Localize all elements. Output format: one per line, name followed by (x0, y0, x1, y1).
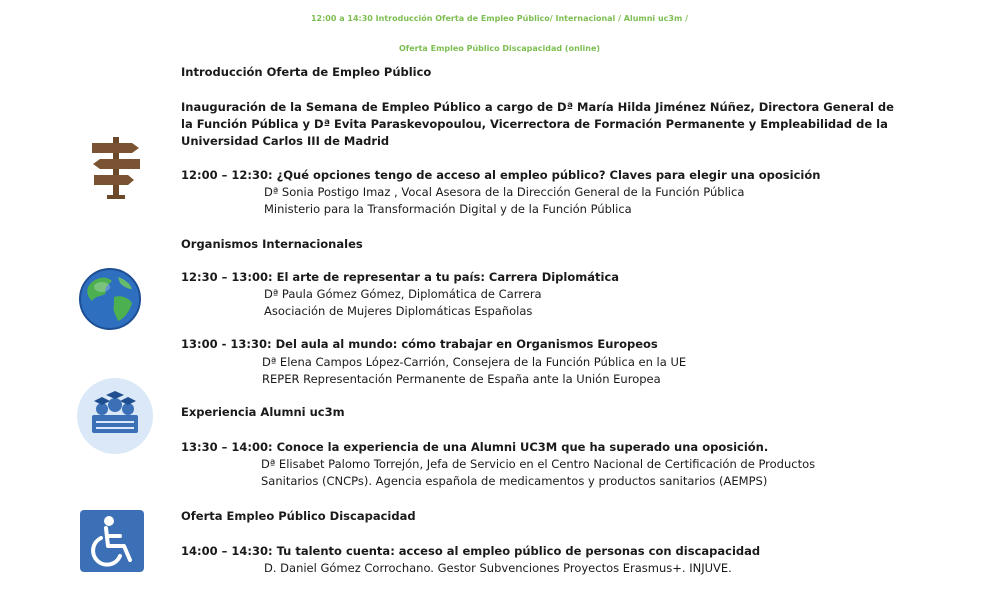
inauguration-line-1: Inauguración de la Semana de Empleo Público a cargo de Dª María Hilda Jiménez Núñez, Directora General de (181, 100, 894, 114)
talk-title-text: ¿Qué opciones tengo de acceso al empleo público? Claves para elegir una oposición (272, 168, 821, 182)
talk-title (181, 167, 820, 184)
wheelchair-icon (80, 510, 144, 572)
speaker-line: Dª Paula Gómez Gómez, Diplomática de Carrera (264, 287, 542, 301)
speaker-line: Dª Elisabet Palomo Torrejón, Jefa de Servicio en el Centro Nacional de Certificación de Productos (261, 457, 816, 471)
talk-title-text: Tu talento cuenta: acceso al empleo público de personas con discapacidad (272, 544, 761, 558)
inauguration-line-2: la Función Pública y Dª Evita Paraskevopoulou, Vicerrectora de Formación Permanente y Empleabilidad de la (181, 117, 888, 131)
talk-title-text: Del aula al mundo: cómo trabajar en Organismos Europeos (271, 337, 658, 351)
section-heading-alumni: Experiencia Alumni uc3m (181, 405, 345, 419)
section-heading-intro: Introducción Oferta de Empleo Público (181, 65, 432, 79)
signpost-icon (88, 135, 144, 201)
talk-time: 12:00 – 12:30: (181, 168, 273, 182)
title-line-2: Oferta Empleo Público Discapacidad (online) (398, 44, 601, 53)
page-title (0, 4, 999, 64)
speaker-line: D. Daniel Gómez Corrochano. Gestor Subvenciones Proyectos Erasmus+. INJUVE. (264, 561, 732, 575)
talk-title-text: Conoce la experiencia de una Alumni UC3M que ha superado una oposición. (272, 440, 769, 454)
talk-title-text: El arte de representar a tu país: Carrera Diplomática (272, 270, 620, 284)
section-heading-international: Organismos Internacionales (181, 237, 363, 251)
talk-title (181, 543, 760, 560)
speaker-line: Sanitarios (CNCPs). Agencia española de medicamentos y productos sanitarios (AEMPS) (261, 474, 768, 488)
talk-title (181, 336, 658, 353)
graduates-icon (76, 377, 154, 455)
section-heading-disability: Oferta Empleo Público Discapacidad (181, 509, 416, 523)
speaker-line: REPER Representación Permanente de España ante la Unión Europea (262, 372, 661, 386)
speaker-line: Ministerio para la Transformación Digital y de la Función Pública (264, 202, 632, 216)
talk-time: 13:00 - 13:30: (181, 337, 272, 351)
speaker-line: Dª Sonia Postigo Imaz , Vocal Asesora de la Dirección General de la Función Pública (264, 185, 745, 199)
talk-title (181, 269, 619, 286)
speaker-line: Dª Elena Campos López-Carrión, Consejera de la Función Pública en la UE (262, 355, 687, 369)
talk-time: 12:30 – 13:00: (181, 270, 273, 284)
talk-title (181, 439, 768, 456)
title-line-1: 12:00 a 14:30 Introducción Oferta de Empleo Público/ Internacional / Alumni uc3m / (310, 14, 689, 23)
talk-time: 13:30 – 14:00: (181, 440, 273, 454)
inauguration-line-3: Universidad Carlos III de Madrid (181, 134, 390, 148)
speaker-line: Asociación de Mujeres Diplomáticas Españolas (264, 304, 533, 318)
talk-time: 14:00 – 14:30: (181, 544, 273, 558)
globe-icon (78, 267, 142, 331)
